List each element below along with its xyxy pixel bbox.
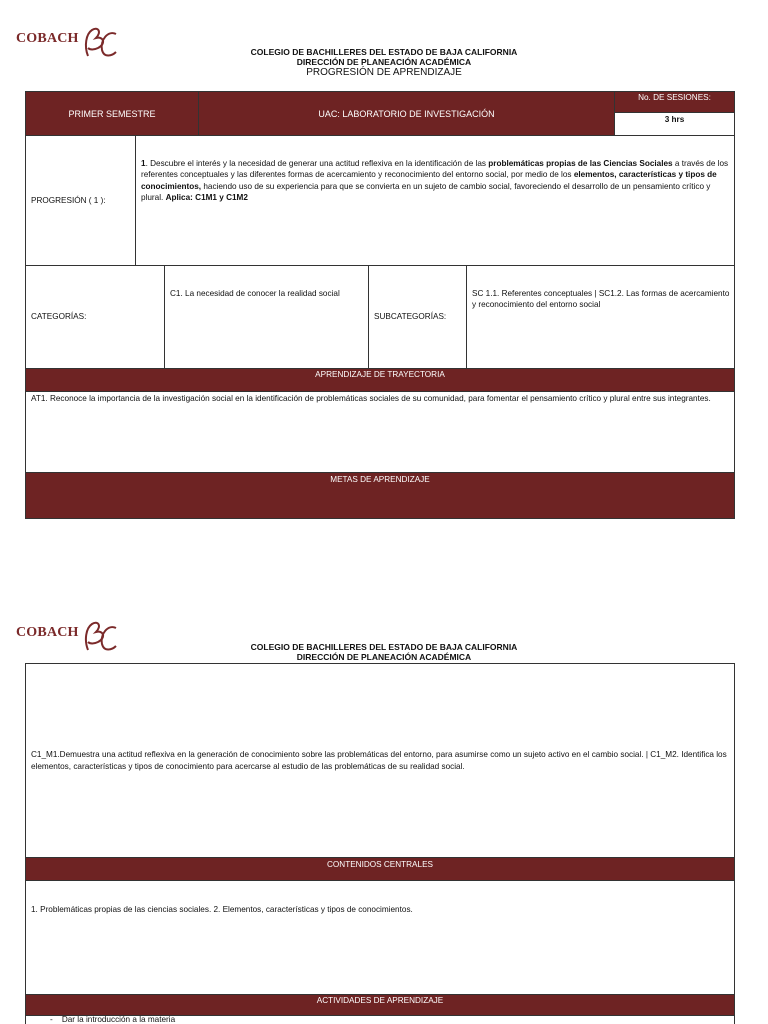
logo-wordmark: COBACH (16, 625, 79, 640)
goals-header (25, 472, 735, 519)
categories-value-cell (164, 265, 369, 369)
contents-title: CONTENIDOS CENTRALES (327, 860, 433, 869)
categories-label-cell (25, 265, 165, 369)
progression-text: a través de los referentes conceptuales y las diferentes formas de acercamiento y reconocimiento del entorno social, por medio de los (141, 159, 729, 180)
contents-cell (25, 880, 735, 995)
institution-name: COLEGIO DE BACHILLERES DEL ESTADO DE BAJA CALIFORNIA (250, 47, 518, 57)
uac-cell (198, 91, 615, 136)
progression-text-bold: problemáticas propias de las Ciencias Sociales (488, 159, 673, 168)
document-header (0, 642, 768, 662)
goals-text: C1_M1.Demuestra una actitud reflexiva en la generación de conocimiento sobre las problemáticas del entorno, para asumirse como un sujeto activo en el cambio social. | C1_M2. Identifica los elementos, características y tipos de conocimiento para acercarse al estudio de las problemáticas de su realidad social. (31, 750, 727, 771)
goals-title: METAS DE APRENDIZAJE (330, 475, 430, 484)
document-title: PROGRESIÓN DE APRENDIZAJE (306, 67, 462, 78)
subcategories-value-cell (466, 265, 735, 369)
sessions-label: No. DE SESIONES: (638, 93, 711, 102)
categories-label: CATEGORÍAS: (31, 312, 87, 322)
trajectory-header (25, 368, 735, 392)
progression-text-bold: elementos, características y tipos de conocimientos, (141, 170, 717, 191)
activities-header (25, 994, 735, 1016)
semester-label: PRIMER SEMESTRE (68, 108, 156, 119)
institution-name: COLEGIO DE BACHILLERES DEL ESTADO DE BAJA CALIFORNIA (250, 642, 518, 652)
list-item: Dar la introducción a la materia (61, 1015, 176, 1024)
sessions-label-cell (614, 91, 735, 113)
department-name: DIRECCIÓN DE PLANEACIÓN ACADÉMICA (296, 652, 472, 662)
logo-wordmark: COBACH (16, 31, 79, 46)
trajectory-title: APRENDIZAJE DE TRAYECTORIA (315, 370, 445, 379)
semester-cell (25, 91, 199, 136)
progression-label: PROGRESIÓN ( 1 ): (31, 195, 106, 205)
trajectory-cell (25, 391, 735, 473)
goals-cell (25, 663, 735, 858)
contents-text: 1. Problemáticas propias de las ciencias sociales. 2. Elementos, características y tipos de conocimientos. (31, 905, 413, 914)
sessions-value: 3 hrs (664, 115, 685, 124)
progression-text: haciendo uso de su experiencia para que se convierta en un sujeto de cambio social, favoreciendo el desarrollo de un pensamiento crítico y plural. (141, 181, 711, 202)
activities-title: ACTIVIDADES DE APRENDIZAJE (316, 996, 444, 1005)
subcategories-label-cell (368, 265, 467, 369)
trajectory-text: AT1. Reconoce la importancia de la investigación social en la identificación de problemáticas sociales de su comunidad, para fomentar el pensamiento crítico y plural entre sus integrantes. (31, 394, 711, 403)
contents-header (25, 857, 735, 881)
list-bullet: - (50, 1015, 62, 1024)
progression-text-cell (135, 135, 735, 266)
document-header (0, 47, 768, 79)
progression-label-cell (25, 135, 136, 266)
progression-text: . Descubre el interés y la necesidad de generar una actitud reflexiva en la identificación de las (145, 159, 489, 168)
categories-value: C1. La necesidad de conocer la realidad social (170, 289, 340, 298)
progression-number: 1 (141, 159, 146, 168)
uac-label: UAC: LABORATORIO DE INVESTIGACIÓN (318, 108, 495, 119)
activities-list (25, 1015, 735, 1024)
subcategories-value: SC 1.1. Referentes conceptuales | SC1.2. Las formas de acercamiento y reconocimiento del entorno social (472, 289, 730, 310)
sessions-value-cell (614, 112, 735, 136)
progression-applies: Aplica: C1M1 y C1M2 (165, 192, 248, 202)
subcategories-label: SUBCATEGORÍAS: (374, 312, 447, 322)
department-name: DIRECCIÓN DE PLANEACIÓN ACADÉMICA (296, 57, 472, 67)
